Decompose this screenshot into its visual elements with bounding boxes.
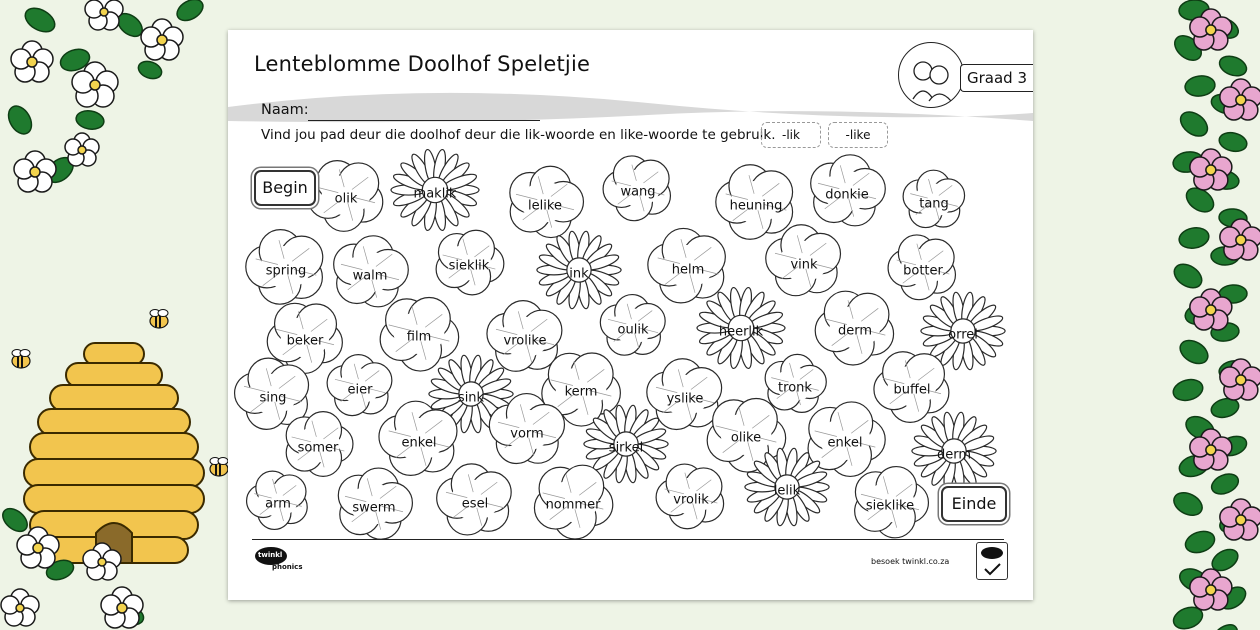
flower-word[interactable]: vorm (510, 426, 544, 442)
flower-word[interactable]: beker (286, 333, 324, 349)
flower-word[interactable]: eier (347, 382, 373, 398)
name-label: Naam: (261, 102, 309, 118)
suffix-option-lik: -lik (761, 122, 821, 148)
blossom-cluster-bottom-left-decoration (0, 500, 160, 630)
flower-word[interactable]: donkie (825, 187, 869, 203)
flower-word[interactable]: nommer (545, 497, 601, 513)
flower-word[interactable]: sieklik (448, 258, 490, 274)
footer-divider (252, 539, 1004, 540)
flower-word[interactable]: vink (790, 257, 818, 273)
flower-word[interactable]: tang (919, 196, 949, 212)
flower-word[interactable]: oulik (617, 322, 649, 338)
pink-blossom-vine-right-decoration (1158, 0, 1260, 630)
logo-text: twinkl (258, 551, 283, 559)
flower-word[interactable]: esel (461, 496, 489, 512)
flower-word[interactable]: walm (352, 268, 388, 284)
flower-word[interactable]: derm (837, 323, 873, 339)
flower-word[interactable]: sieklike (865, 498, 915, 514)
quality-badge-icon (976, 542, 1008, 580)
website-text: besoek twinkl.co.za (871, 557, 950, 566)
flower-word[interactable]: lelik (773, 483, 801, 499)
flower-maze (228, 30, 1033, 600)
flower-word[interactable]: heuning (729, 198, 783, 214)
flower-word[interactable]: orrel (948, 327, 978, 343)
flower-word[interactable]: ink (569, 266, 589, 282)
flower-word[interactable]: enkel (401, 435, 437, 451)
flower-word[interactable]: kerm (564, 384, 598, 400)
flower-word[interactable]: heerlik (718, 324, 764, 340)
end-label: Einde (941, 486, 1007, 522)
flower-word[interactable]: vrolike (503, 333, 547, 349)
start-label: Begin (254, 170, 316, 206)
flower-word[interactable]: lelike (528, 198, 562, 214)
flower-word[interactable]: derm (936, 447, 972, 463)
flower-word[interactable]: arm (265, 496, 291, 512)
page-title: Lenteblomme Doolhof Speletjie (254, 52, 591, 76)
flower-word[interactable]: botter (903, 263, 943, 279)
logo-subtext: phonics (272, 563, 303, 571)
flower-word[interactable]: helm (671, 262, 705, 278)
flower-word[interactable]: enkel (827, 435, 863, 451)
flower-word[interactable]: sink (457, 390, 485, 406)
blossom-vine-top-left-decoration (0, 0, 215, 210)
flower-word[interactable]: buffel (893, 382, 931, 398)
flower-word[interactable]: yslike (666, 391, 704, 407)
flower-word[interactable]: olik (334, 191, 358, 207)
instruction-text: Vind jou pad deur die doolhof deur die lik-woorde en like-woorde te gebruik. (261, 127, 776, 143)
flower-word[interactable]: sing (259, 390, 287, 406)
flower-word[interactable]: olike (730, 430, 762, 446)
flower-word[interactable]: somer (297, 440, 339, 456)
flower-word[interactable]: spring (265, 263, 307, 279)
maze-worksheet (228, 30, 1033, 600)
flower-word[interactable]: vrolik (673, 492, 709, 508)
flower-word[interactable]: tronk (778, 380, 812, 396)
bee-icon (146, 308, 172, 330)
suffix-option-like: -like (828, 122, 888, 148)
grade-label: Graad 3 (960, 64, 1033, 92)
flower-word[interactable]: swerm (352, 500, 396, 516)
flower-word[interactable]: sirkel (608, 440, 644, 456)
flower-word[interactable]: maklik (413, 186, 457, 202)
flower-word[interactable]: wang (620, 184, 656, 200)
flower-word[interactable]: film (406, 329, 432, 345)
